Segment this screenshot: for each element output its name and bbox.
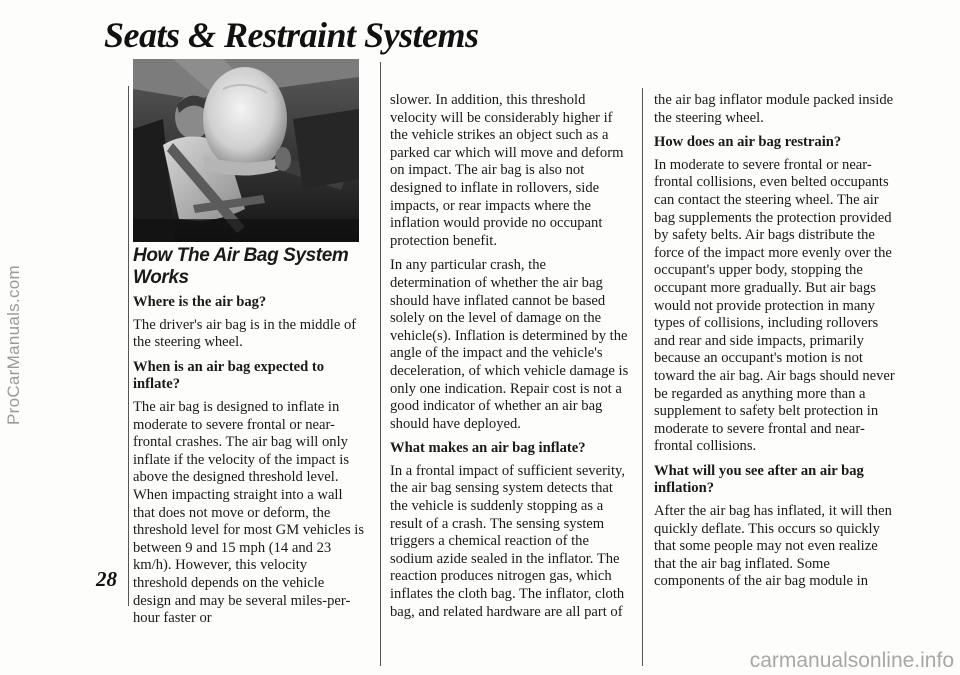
question-what-makes-inflate: What makes an air bag inflate? bbox=[390, 440, 586, 457]
bottom-watermark: carmanualsonline.info bbox=[749, 649, 954, 672]
answer-where-airbag: The driver's air bag is in the middle of the steering wheel. bbox=[133, 316, 357, 351]
text-column-3 bbox=[654, 92, 902, 598]
side-watermark: ProCarManuals.com bbox=[4, 264, 23, 426]
subsection-heading: How The Air Bag System Works bbox=[133, 245, 349, 288]
column-divider-right bbox=[642, 88, 643, 666]
airbag-deploy-photo bbox=[133, 59, 359, 242]
section-title: Seats & Restraint Systems bbox=[104, 15, 479, 55]
question-where-airbag: Where is the air bag? bbox=[133, 294, 267, 310]
text-column-2 bbox=[390, 92, 629, 628]
column-divider-left bbox=[380, 62, 381, 666]
answer-how-restrain: In moderate to severe frontal or near-frontal collisions, even belted occupants can contact the steering wheel. The air bag supplements the protection provided by safety belts. Air bags distribute the force of the impact more evenly over the occupant's upper body, stopping the occupant more gradually. But air bags would not provide protection in many types of collisions, including rollovers and rear and side impacts, primarily because an occupant's motion is not toward the air bag. Air bags should never be regarded as anything more than a supplement to safety belt protection in moderate to severe frontal and near-frontal collisions. bbox=[654, 156, 895, 455]
page-number: 28 bbox=[96, 567, 117, 591]
question-when-inflate: When is an air bag expected to inflate? bbox=[133, 358, 325, 393]
left-margin-rule bbox=[128, 86, 129, 606]
text-column-1 bbox=[133, 245, 365, 635]
answer-after-inflation: After the air bag has inflated, it will then quickly deflate. This occurs so quickly that some people may not even realize that the air bag inflated. Some components of the air bag module in bbox=[654, 503, 892, 590]
answer-what-makes-inflate: In a frontal impact of sufficient severity, the air bag sensing system detects that the vehicle is suddenly stopping as a result of a crash. The sensing system triggers a chemical reaction of the sodium azide sealed in the inflator. The reaction produces nitrogen gas, which inflates the cloth bag. The inflator, cloth bag, and related hardware are all part of bbox=[390, 462, 626, 620]
question-how-restrain: How does an air bag restrain? bbox=[654, 134, 842, 151]
question-after-inflation: What will you see after an air bag inflation? bbox=[654, 462, 864, 497]
answer-when-inflate: The air bag is designed to inflate in moderate to severe frontal or near-frontal crashes. The air bag will only inflate if the velocity of the impact is above the designed threshold level. When impacting straight into a wall that does not move or deform, the threshold level for most GM vehicles is between 9 and 15 mph (14 and 23 km/h). However, this velocity threshold depends on the vehicle design and may be several miles-per-hour faster or bbox=[133, 398, 365, 627]
paragraph-threshold: slower. In addition, this threshold velocity will be considerably higher if the vehicle strikes an object such as a parked car which will move and deform on impact. The air bag is also not designed to inflate in rollovers, side impacts, or rear impacts where the inflation would provide no occupant protection benefit. bbox=[390, 92, 624, 249]
paragraph-inflator-module: the air bag inflator module packed inside the steering wheel. bbox=[654, 92, 894, 126]
paragraph-determination: In any particular crash, the determination of whether the air bag should have inflated cannot be based solely on the level of damage on the vehicle(s). Inflation is determined by the angle of the impact and the vehicle's deceleration, of which vehicle damage is only one indication. Repair cost is not a good indicator of whether an air bag should have deployed. bbox=[390, 257, 629, 432]
airbag-illustration bbox=[133, 59, 359, 242]
